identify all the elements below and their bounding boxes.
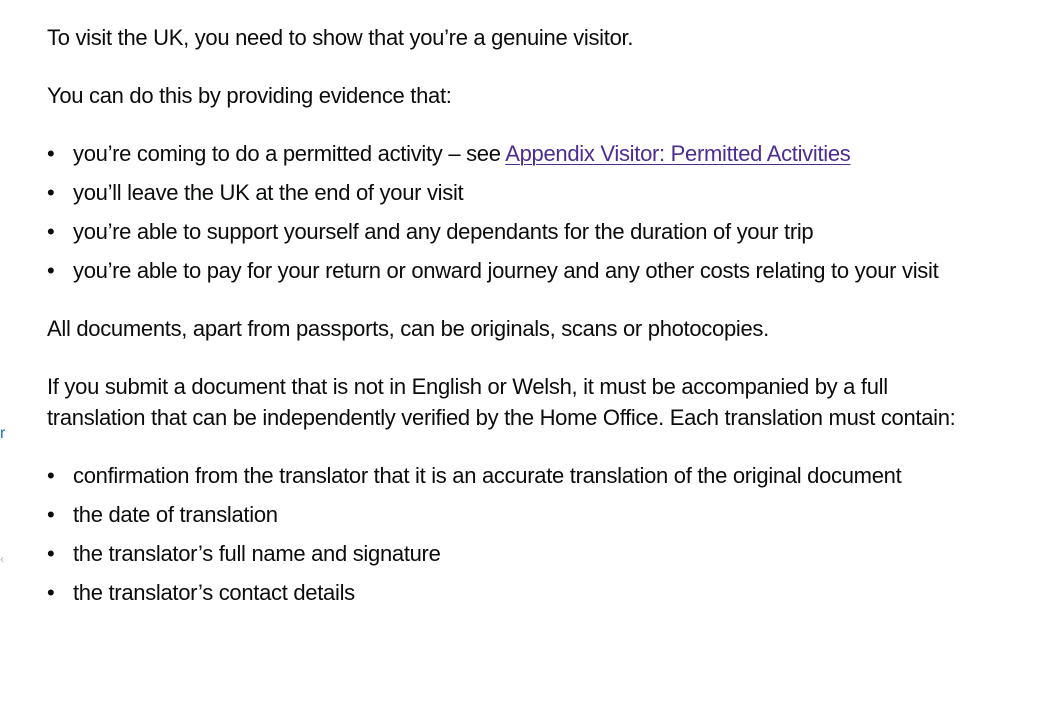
bullet-icon: • — [47, 180, 55, 205]
list-item-text: the date of translation — [73, 502, 278, 527]
bullet-icon: • — [47, 502, 55, 527]
list-item — [47, 538, 977, 569]
bullet-icon: • — [47, 219, 55, 244]
translation-requirements-list — [47, 460, 977, 608]
bullet-icon: • — [47, 580, 55, 605]
list-item — [47, 460, 977, 491]
evidence-list — [47, 138, 977, 286]
list-item-text: confirmation from the translator that it is an accurate translation of the original document — [73, 463, 902, 488]
translation-paragraph: If you submit a document that is not in English or Welsh, it must be accompanied by a full translation that can be independently verified by the Home Office. Each translation must contain: — [47, 374, 956, 430]
bullet-icon: • — [47, 541, 55, 566]
list-item-text: you’ll leave the UK at the end of your visit — [73, 180, 464, 205]
list-item — [47, 177, 977, 208]
list-item — [47, 255, 977, 286]
intro-paragraph: To visit the UK, you need to show that you’re a genuine visitor. — [47, 25, 634, 50]
bullet-icon: • — [47, 463, 55, 488]
list-item — [47, 138, 977, 169]
documents-paragraph: All documents, apart from passports, can be originals, scans or photocopies. — [47, 316, 769, 341]
bullet-icon: • — [47, 258, 55, 283]
list-item-text: the translator’s full name and signature — [73, 541, 441, 566]
list-item-text: you’re able to pay for your return or onward journey and any other costs relating to your visit — [73, 258, 939, 283]
list-item — [47, 577, 977, 608]
list-item — [47, 499, 977, 530]
guidance-body — [47, 22, 977, 635]
list-item — [47, 216, 977, 247]
list-item-text: you’re coming to do a permitted activity – see — [73, 141, 506, 166]
sidebar-link-fragment[interactable]: r — [0, 425, 6, 442]
evidence-intro-paragraph: You can do this by providing evidence that: — [47, 83, 452, 108]
permitted-activities-link[interactable]: Appendix Visitor: Permitted Activities — [505, 141, 851, 166]
list-item-text: you’re able to support yourself and any dependants for the duration of your trip — [73, 219, 814, 244]
list-item-text: the translator’s contact details — [73, 580, 355, 605]
sidebar-fragment: ‹ — [0, 552, 4, 566]
bullet-icon: • — [47, 141, 55, 166]
